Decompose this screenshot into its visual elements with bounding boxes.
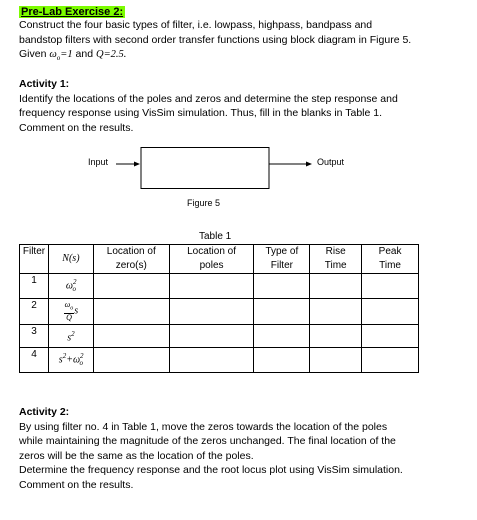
activity2-section — [19, 405, 419, 493]
zero-location-cell[interactable] — [93, 325, 169, 348]
omega-symbol: $\omega_o=1$ — [49, 49, 73, 63]
row-number: 2 — [20, 299, 49, 325]
rise-time-cell[interactable] — [310, 348, 362, 373]
peak-time-cell[interactable] — [362, 325, 419, 348]
table-row — [20, 325, 419, 348]
activity2-line-3: zeros will be the same as the location of the poles. — [19, 449, 254, 462]
filter-type-cell[interactable] — [254, 274, 310, 299]
block-diagram — [110, 145, 320, 195]
row-number: 1 — [20, 274, 49, 299]
table-row — [20, 348, 419, 373]
transfer-function-block — [141, 148, 269, 189]
filter-type-cell[interactable] — [254, 348, 310, 373]
zero-location-cell[interactable] — [93, 348, 169, 373]
given-prefix: Given — [19, 48, 47, 61]
q-value: Q=2.5. — [96, 49, 127, 61]
header-pole-location: Location of poles — [169, 245, 254, 274]
pole-location-cell[interactable] — [169, 348, 254, 373]
activity1-section — [19, 77, 419, 135]
fraction: $\frac{\omega_o}{Q}$ — [64, 300, 74, 322]
output-label: Output — [317, 157, 345, 167]
header-rise-time: Rise Time — [310, 245, 362, 274]
pole-location-cell[interactable] — [169, 274, 254, 299]
input-label: Input — [88, 157, 109, 167]
header-ns: N(s) — [48, 245, 93, 274]
prelab-paragraph — [19, 18, 419, 66]
table-1 — [19, 244, 419, 373]
table-row — [20, 299, 419, 325]
activity2-heading: Activity 2: — [19, 406, 70, 418]
activity1-line-1: Identify the locations of the poles and zeros and determine the step response and — [19, 92, 398, 105]
header-filter-type: Type of Filter — [254, 245, 310, 274]
ns-expression: $\frac{\omega_o}{Q}$ s — [48, 299, 93, 325]
output-arrowhead — [306, 162, 312, 167]
table-header-row — [20, 245, 419, 274]
rise-time-cell[interactable] — [310, 274, 362, 299]
prelab-line-2: bandstop filters with second order transfer functions using block diagram in Figure 5. — [19, 33, 412, 46]
rise-time-cell[interactable] — [310, 299, 362, 325]
filter-type-cell[interactable] — [254, 325, 310, 348]
figure-caption: Figure 5 — [187, 198, 221, 208]
table-caption: Table 1 — [199, 231, 232, 242]
header-peak-time: Peak Time — [362, 245, 419, 274]
row-number: 4 — [20, 348, 49, 373]
activity2-line-5: Comment on the results. — [19, 478, 134, 491]
row-number: 3 — [20, 325, 49, 348]
pole-location-cell[interactable] — [169, 299, 254, 325]
activity2-line-4: Determine the frequency response and the root locus plot using VisSim simulation. — [19, 464, 403, 477]
ns-expression: $s^2$ — [48, 325, 93, 348]
prelab-given — [19, 47, 419, 66]
input-arrowhead — [134, 162, 140, 167]
zero-location-cell[interactable] — [93, 299, 169, 325]
zero-location-cell[interactable] — [93, 274, 169, 299]
prelab-line-1: Construct the four basic types of filter, i.e. lowpass, highpass, bandpass and — [19, 19, 373, 31]
activity2-line-2: while maintaining the magnitude of the zeros unchanged. The final location of the — [19, 435, 396, 448]
and-word: and — [75, 48, 94, 61]
rise-time-cell[interactable] — [310, 325, 362, 348]
header-zero-location: Location of zero(s) — [93, 245, 169, 274]
peak-time-cell[interactable] — [362, 274, 419, 299]
activity1-line-3: Comment on the results. — [19, 121, 134, 134]
pole-location-cell[interactable] — [169, 325, 254, 348]
prelab-heading: Pre-Lab Exercise 2: — [21, 6, 124, 18]
activity1-heading: Activity 1: — [19, 78, 70, 90]
peak-time-cell[interactable] — [362, 348, 419, 373]
ns-expression: $\omega^2_o$ — [48, 274, 93, 299]
filter-type-cell[interactable] — [254, 299, 310, 325]
peak-time-cell[interactable] — [362, 299, 419, 325]
table-row — [20, 274, 419, 299]
activity1-line-2: frequency response using VisSim simulation. Thus, fill in the blanks in Table 1. — [19, 107, 383, 120]
activity2-line-1: By using filter no. 4 in Table 1, move the zeros towards the location of the poles — [19, 420, 388, 433]
header-filter: Filter — [20, 245, 49, 274]
ns-expression: $s^2+\omega^2_o$ — [48, 348, 93, 373]
